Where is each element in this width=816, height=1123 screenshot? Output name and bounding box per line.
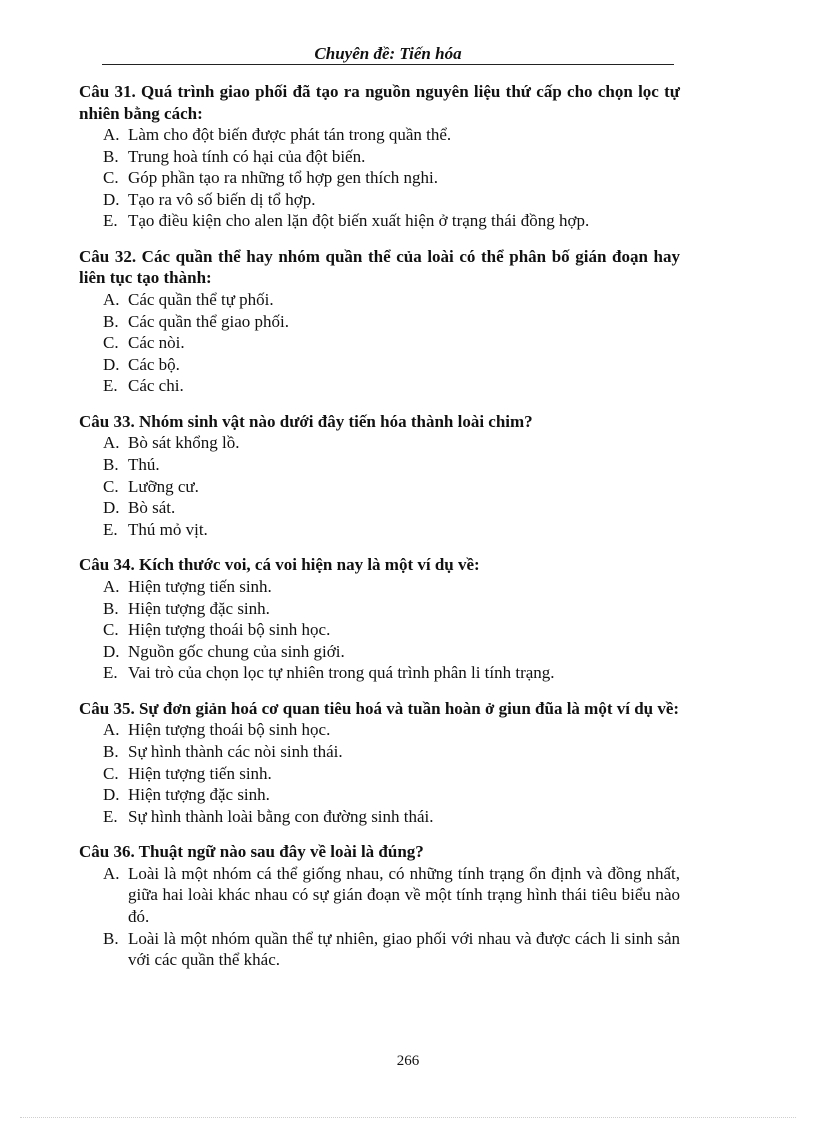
- question-title: Câu 34. Kích thước voi, cá voi hiện nay là một ví dụ về:: [79, 555, 480, 575]
- question-list: [79, 81, 680, 985]
- question-33: [79, 411, 680, 540]
- option-c: C. Các nòi.: [103, 333, 185, 353]
- question-title: Câu 31. Quá trình giao phối đã tạo ra nguồn nguyên liệu thứ cấp cho chọn lọc tự nhiên bằng cách:: [79, 82, 680, 123]
- question-35: [79, 698, 680, 827]
- option-d: D. Các bộ.: [103, 354, 180, 374]
- option-b: B. Hiện tượng đặc sinh.: [103, 598, 270, 618]
- option-e: E. Sự hình thành loài bằng con đường sinh thái.: [103, 806, 434, 826]
- option-a: A. Bò sát khổng lồ.: [103, 433, 240, 453]
- option-a: A. Hiện tượng thoái bộ sinh học.: [103, 720, 331, 740]
- option-d: D. Tạo ra vô số biến dị tổ hợp.: [103, 189, 316, 209]
- question-title: Câu 35. Sự đơn giản hoá cơ quan tiêu hoá và tuần hoàn ở giun đũa là một ví dụ về:: [79, 698, 680, 718]
- option-c: C. Lưỡng cư.: [103, 476, 199, 496]
- question-32: [79, 246, 680, 397]
- option-c: C. Hiện tượng tiến sinh.: [103, 763, 272, 783]
- option-e: E. Thú mỏ vịt.: [103, 519, 208, 539]
- option-b: B. Loài là một nhóm quần thể tự nhiên, giao phối với nhau và được cách li sinh sản với các quần thể khác.: [103, 928, 680, 970]
- option-b: B. Trung hoà tính có hại của đột biến.: [103, 146, 366, 166]
- option-c: C. Hiện tượng thoái bộ sinh học.: [103, 620, 331, 640]
- running-header: [102, 44, 674, 65]
- header-title: Chuyên đề: Tiến hóa: [314, 44, 462, 63]
- option-e: E. Vai trò của chọn lọc tự nhiên trong quá trình phân li tính trạng.: [103, 663, 555, 683]
- option-b: B. Các quần thể giao phối.: [103, 311, 289, 331]
- option-b: B. Sự hình thành các nòi sinh thái.: [103, 741, 343, 761]
- option-a: A. Làm cho đột biến được phát tán trong quần thể.: [103, 125, 452, 144]
- option-a: A. Loài là một nhóm cá thể giống nhau, có những tính trạng ổn định và đồng nhất, giữa hai loài khác nhau có sự gián đoạn về một tính trạng hình thái tiêu biểu nào đó.: [103, 863, 680, 927]
- option-b: B. Thú.: [103, 455, 160, 475]
- question-title: Câu 36. Thuật ngữ nào sau đây về loài là đúng?: [79, 842, 424, 862]
- question-title: Câu 33. Nhóm sinh vật nào dưới đây tiến hóa thành loài chim?: [79, 411, 533, 431]
- option-e: E. Tạo điều kiện cho alen lặn đột biến xuất hiện ở trạng thái đồng hợp.: [103, 211, 590, 231]
- option-a: A. Các quần thể tự phối.: [103, 289, 274, 309]
- page-bottom-divider: [20, 1117, 796, 1118]
- option-e: E. Các chi.: [103, 376, 184, 396]
- option-c: C. Góp phần tạo ra những tổ hợp gen thích nghi.: [103, 168, 438, 188]
- option-a: A. Hiện tượng tiến sinh.: [103, 576, 272, 596]
- question-31: [79, 81, 680, 232]
- question-34: [79, 554, 680, 683]
- page-number: 266: [396, 1053, 420, 1069]
- option-d: D. Hiện tượng đặc sinh.: [103, 785, 270, 805]
- question-title: Câu 32. Các quần thể hay nhóm quần thể của loài có thể phân bố gián đoạn hay liên tục tạo thành:: [79, 246, 680, 288]
- option-d: D. Bò sát.: [103, 498, 176, 518]
- option-d: D. Nguồn gốc chung của sinh giới.: [103, 641, 345, 661]
- question-36: [79, 841, 680, 970]
